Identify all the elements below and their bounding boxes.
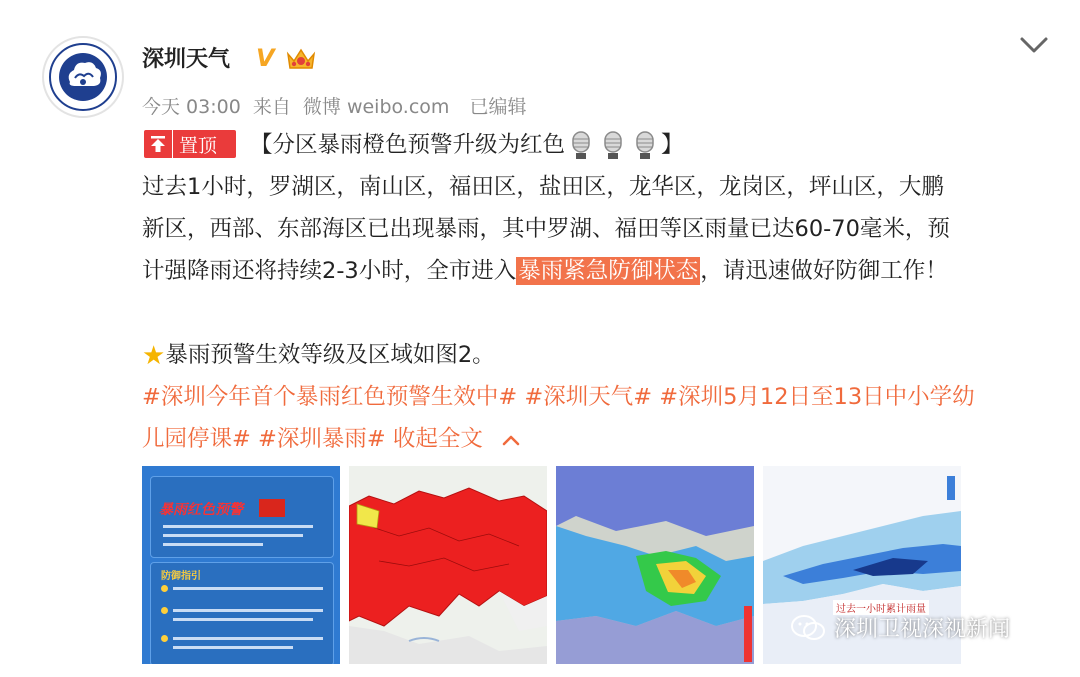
topic-link[interactable]: 儿园停课#	[142, 426, 251, 452]
post-line-3-a: 计强降雨还将持续2-3小时，全市进入	[142, 258, 517, 284]
blank-line	[142, 292, 1052, 334]
image-radar-map[interactable]	[556, 466, 754, 664]
chevron-down-icon[interactable]	[1018, 34, 1050, 56]
verified-badge-icon[interactable]: V	[256, 44, 275, 72]
post-from-label: 来自	[252, 96, 291, 118]
guide-title: 防御指引	[161, 571, 201, 582]
region-map	[349, 466, 547, 664]
edited-label[interactable]: 已编辑	[469, 96, 527, 118]
topic-link[interactable]: #深圳5月12日至13日中小学幼	[659, 384, 975, 410]
post-title	[142, 124, 1052, 166]
guide-text-line	[173, 609, 323, 612]
notice-text-line	[163, 534, 303, 537]
wechat-icon	[790, 614, 826, 642]
image-warning-notice[interactable]	[142, 466, 340, 664]
notice-title: 暴雨红色预警	[159, 502, 243, 518]
post-line-2: 新区，西部、东部海区已出现暴雨，其中罗湖、福田等区雨量已达60-70毫米，预	[142, 216, 950, 242]
post-source[interactable]: 微博 weibo.com	[302, 96, 450, 118]
topic-link[interactable]: #深圳天气#	[524, 384, 653, 410]
guide-text-line	[173, 637, 323, 640]
star-icon: ★	[142, 341, 166, 371]
watermark	[790, 612, 1010, 643]
post-meta	[142, 92, 533, 119]
guide-card	[150, 562, 334, 664]
highlight-emergency-status: 暴雨紧急防御状态	[518, 258, 699, 284]
microphone-icon	[631, 131, 659, 161]
topic-link[interactable]: #深圳今年首个暴雨红色预警生效中#	[142, 384, 518, 410]
pin-label: 置顶	[179, 134, 218, 157]
guide-bullet-icon	[161, 585, 168, 592]
post-line-1: 过去1小时，罗湖区，南山区，福田区，盐田区，龙华区，龙岗区，坪山区，大鹏	[142, 174, 944, 200]
post-line-4-text: 暴雨预警生效等级及区域如图2。	[165, 342, 495, 368]
post-line-3-b: ，请迅速做好防御工作！	[700, 258, 948, 284]
chevron-up-icon[interactable]	[500, 432, 522, 448]
avatar[interactable]	[42, 36, 124, 118]
rainfall-caption: 过去一小时累计雨量	[833, 600, 929, 615]
guide-text-line	[173, 646, 293, 649]
topic-link[interactable]: #深圳暴雨#	[258, 426, 386, 452]
radar-echo-map	[556, 466, 754, 664]
collapse-button[interactable]: 收起全文	[392, 426, 483, 452]
post-line-3	[142, 250, 1052, 292]
post-time: 今天 03:00	[142, 96, 241, 118]
red-warning-sign-icon	[259, 499, 285, 517]
guide-bullet-icon	[161, 607, 168, 614]
meteorological-seal-icon	[44, 38, 122, 116]
title-text: 【分区暴雨橙色预警升级为红色	[250, 132, 566, 158]
image-warning-region-map[interactable]	[349, 466, 547, 664]
guide-text-line	[173, 587, 323, 590]
watermark-text: 深圳卫视深视新闻	[834, 617, 1011, 642]
topic-line-1	[142, 376, 1052, 418]
title-close: 】	[661, 132, 684, 158]
microphone-icon	[599, 131, 627, 161]
topic-line-2	[142, 418, 1052, 460]
notice-text-line	[163, 525, 313, 528]
post-line-4	[142, 334, 1052, 376]
notice-text-line	[163, 543, 263, 546]
account-name[interactable]: 深圳天气	[142, 47, 231, 72]
guide-bullet-icon	[161, 635, 168, 642]
notice-card	[150, 476, 334, 558]
crown-icon[interactable]	[285, 46, 317, 72]
post-body	[142, 124, 1052, 460]
guide-text-line	[173, 618, 313, 621]
microphone-icon	[567, 131, 595, 161]
